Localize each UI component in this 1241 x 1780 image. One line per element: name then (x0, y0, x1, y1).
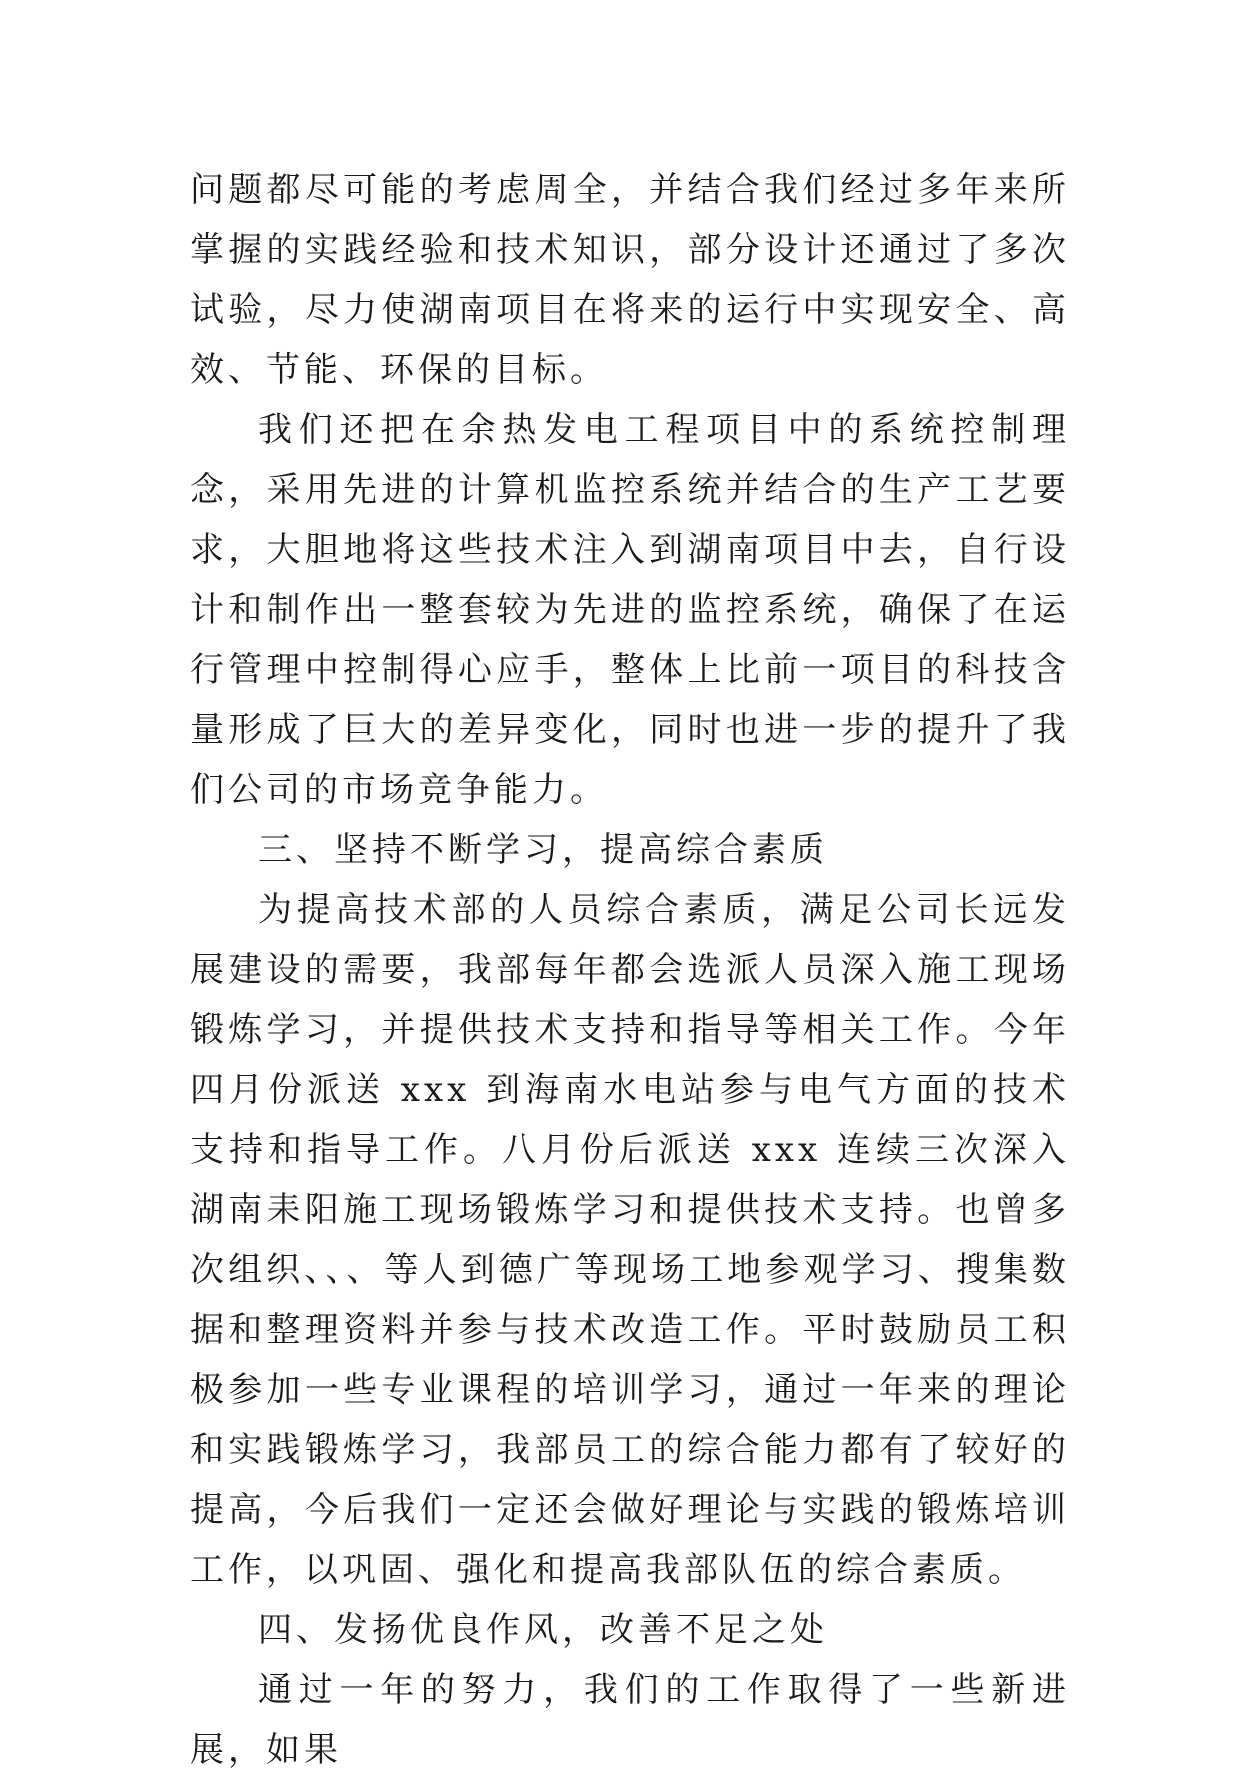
paragraph-monitoring-system: 我们还把在余热发电工程项目中的系统控制理念，采用先进的计算机监控系统并结合的生产工艺要求，大胆地将这些技术注入到湖南项目中去，自行设计和制作出一整套较为先进的监控系统，确保了在运行管理中控制得心应手，整体上比前一项目的科技含量形成了巨大的差异变化，同时也进一步的提升了我们公司的市场竞争能力。 (190, 410, 1070, 810)
paragraph-continuation: 问题都尽可能的考虑周全，并结合我们经过多年来所掌握的实践经验和技术知识，部分设计还通过了多次试验，尽力使湖南项目在将来的运行中实现安全、高效、节能、环保的目标。 (190, 170, 1070, 390)
document-body (190, 160, 1070, 1780)
paragraph-training: 为提高技术部的人员综合素质，满足公司长远发展建设的需要，我部每年都会选派人员深入施工现场锻炼学习，并提供技术支持和指导等相关工作。今年四月份派送 xxx 到海南水电站参与电气方面的技术支持和指导工作。八月份后派送 xxx 连续三次深入湖南耒阳施工现场锻炼学习和提供技术支持。也曾多次组织、、、等人到德广等现场工地参观学习、搜集数据和整理资料并参与技术改造工作。平时鼓励员工积极参加一些专业课程的培训学习，通过一年来的理论和实践锻炼学习，我部员工的综合能力都有了较好的提高，今后我们一定还会做好理论与实践的锻炼培训工作，以巩固、强化和提高我部队伍的综合素质。 (190, 890, 1070, 1590)
section-heading-three: 三、坚持不断学习，提高综合素质 (258, 830, 828, 870)
paragraph-progress: 通过一年的努力，我们的工作取得了一些新进展，如果 (190, 1670, 1070, 1770)
section-heading-four: 四、发扬优良作风，改善不足之处 (258, 1610, 828, 1650)
